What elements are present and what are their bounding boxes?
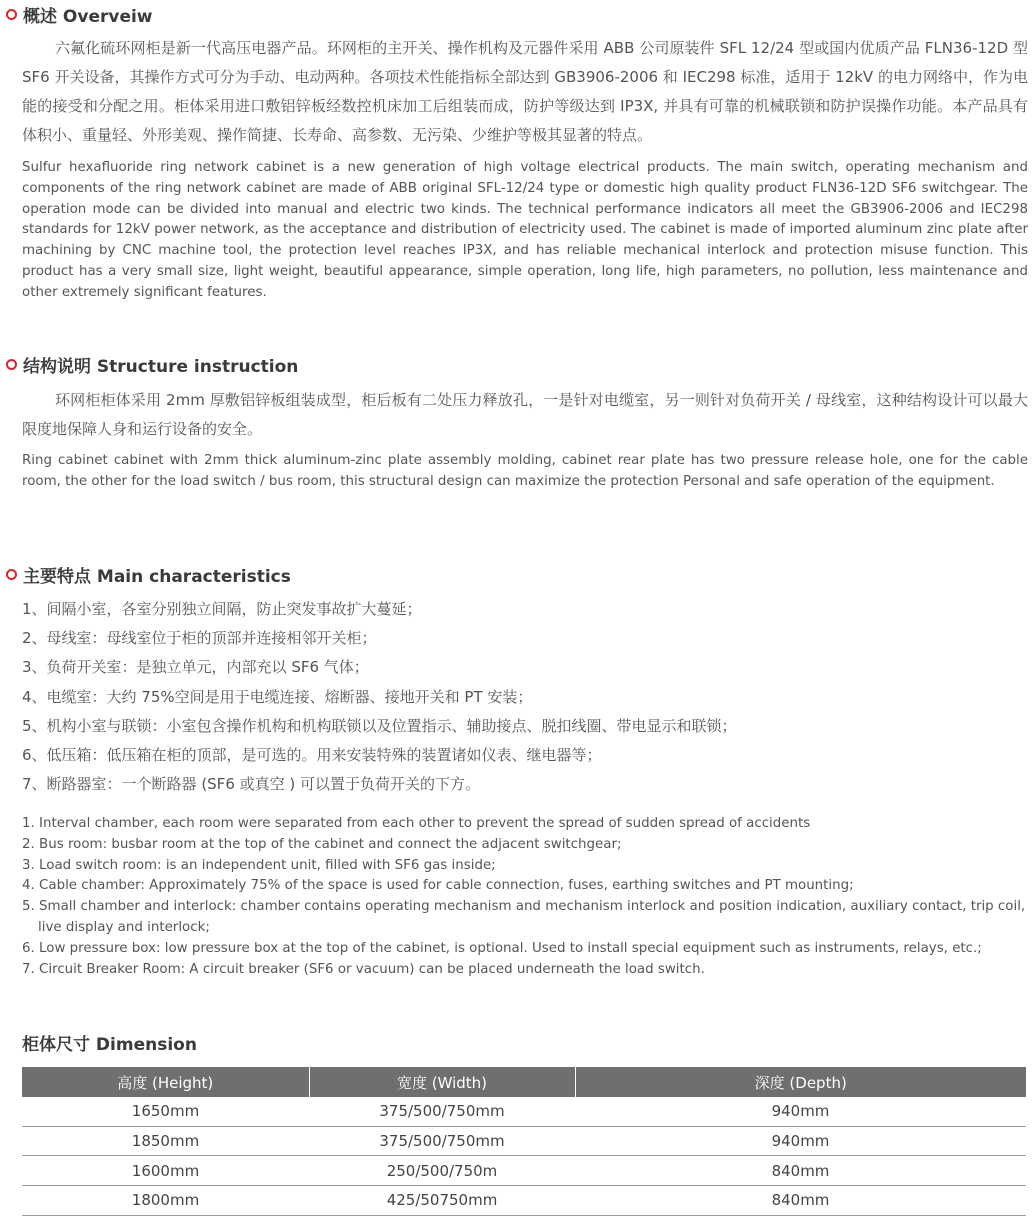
table-row	[22, 1156, 1026, 1186]
list-item: 6、低压箱：低压箱在柜的顶部，是可选的。用来安装特殊的装置诸如仪表、继电器等；	[22, 746, 602, 765]
circle-bullet-icon	[6, 359, 17, 370]
structure-zh-paragraph: 环网柜柜体采用 2mm 厚敷铝锌板组装成型，柜后板有二处压力释放孔，一是针对电缆室，另一则针对负荷开关 / 母线室，这种结构设计可以最大限度地保障人身和运行设备的安全。	[22, 391, 1028, 438]
table-row	[22, 1097, 1026, 1126]
section-title-characteristics	[6, 563, 291, 585]
circle-bullet-icon	[6, 569, 17, 580]
overview-zh-paragraph: 六氟化硫环网柜是新一代高压电器产品。环网柜的主开关、操作机构及元器件采用 ABB 公司原装件 SFL 12/24 型或国内优质产品 FLN36-12D 型 SF6 开关设备，其操作方式可分为手动、电动两种。各项技术性能指标全部达到 GB3906-2006 和 IEC298 标准，适用于 12kV 的电力网络中，作为电能的接受和分配之用。柜体采用进口敷铝锌板经数控机床加工后组装而成，防护等级达到 IP3X, 并具有可靠的机械联锁和防护误操作功能。本产品具有体积小、重量轻、外形美观、操作简捷、长寿命、高参数、无污染、少维护等极其显著的特点。	[22, 39, 1028, 144]
header-depth: 深度 (Depth)	[575, 1067, 1026, 1097]
list-item: 5、机构小室与联锁：小室包含操作机构和机构联锁以及位置指示、辅助接点、脱扣线圈、带电显示和联锁；	[22, 716, 737, 735]
overview-en-paragraph: Sulfur hexafluoride ring network cabinet is a new generation of high voltage electrical products. The main switch, operating mechanism and components of the ring network cabinet are made of ABB original SFL-12/24 type or domestic high quality product FLN36-12D SF6 switchgear. The operation mode can be divided into manual and electric two kinds. The technical performance indicators all meet the GB3906-2006 and IEC298 standards for 12kV power network, as the acceptance and distribution of electricity used. The cabinet is made of imported aluminum zinc plate after machining by CNC machine tool, the protection level reaches IP3X, and has reliable mechanical interlock and protection misuse function. This product has a very small size, light weight, beautiful appearance, simple operation, long life, high parameters, no pollution, less maintenance and other extremely significant features.	[22, 160, 1028, 300]
list-item: 3、负荷开关室：是独立单元，内部充以 SF6 气体；	[22, 658, 369, 677]
cell-depth: 840mm	[575, 1156, 1026, 1186]
cell-depth: 840mm	[575, 1186, 1026, 1216]
cell-width: 425/50750mm	[309, 1186, 575, 1216]
dimension-table	[22, 1067, 1026, 1216]
header-width: 宽度 (Width)	[309, 1067, 575, 1097]
table-header-row	[22, 1067, 1026, 1097]
list-item: 4、电缆室：大约 75%空间是用于电缆连接、熔断器、接地开关和 PT 安装；	[22, 687, 533, 706]
characteristics-en-list	[22, 814, 1028, 980]
section-title-text: 结构说明 Structure instruction	[23, 356, 299, 377]
list-item: 6. Low pressure box: low pressure box at the top of the cabinet, is optional. Used to install special equipment such as instruments, relays, etc.;	[22, 940, 982, 956]
cell-width: 250/500/750m	[309, 1156, 575, 1186]
circle-bullet-icon	[6, 9, 17, 20]
cell-height: 1600mm	[22, 1156, 309, 1186]
section-title-overview	[6, 3, 153, 25]
characteristics-zh-list	[22, 595, 1028, 799]
section-title-text: 概述 Overveiw	[23, 6, 153, 27]
cell-height: 1850mm	[22, 1126, 309, 1156]
dimension-title: 柜体尺寸 Dimension	[22, 1035, 197, 1055]
list-item: 5. Small chamber and interlock: chamber contains operating mechanism and mechanism interlock and position indication, auxiliary contact, trip coil, live display and interlock;	[22, 899, 1026, 935]
cell-depth: 940mm	[575, 1097, 1026, 1126]
table-row	[22, 1126, 1026, 1156]
list-item: 2、母线室：母线室位于柜的顶部并连接相邻开关柜；	[22, 629, 377, 648]
cell-width: 375/500/750mm	[309, 1097, 575, 1126]
cell-height: 1650mm	[22, 1097, 309, 1126]
list-item: 1、间隔小室，各室分别独立间隔，防止突发事故扩大蔓延；	[22, 600, 422, 618]
list-item: 7. Circuit Breaker Room: A circuit breaker (SF6 or vacuum) can be placed underneath the load switch.	[22, 961, 705, 977]
list-item: 7、断路器室：一个断路器 (SF6 或真空 ) 可以置于负荷开关的下方。	[22, 775, 481, 794]
cell-width: 375/500/750mm	[309, 1126, 575, 1156]
list-item: 4. Cable chamber: Approximately 75% of the space is used for cable connection, fuses, earthing switches and PT mounting;	[22, 878, 854, 894]
section-title-structure	[6, 353, 298, 375]
structure-en-paragraph: Ring cabinet cabinet with 2mm thick aluminum-zinc plate assembly molding, cabinet rear plate has two pressure release hole, one for the cable room, the other for the load switch / bus room, this structural design can maximize the protection Personal and safe operation of the equipment.	[22, 453, 1028, 489]
table-row	[22, 1186, 1026, 1216]
list-item: 2. Bus room: busbar room at the top of the cabinet and connect the adjacent switchgear;	[22, 836, 622, 852]
list-item: 3. Load switch room: is an independent unit, filled with SF6 gas inside;	[22, 857, 496, 873]
section-title-text: 主要特点 Main characteristics	[23, 566, 291, 587]
header-height: 高度 (Height)	[22, 1067, 309, 1097]
list-item: 1. Interval chamber, each room were separated from each other to prevent the spread of sudden spread of accidents	[22, 816, 811, 831]
cell-height: 1800mm	[22, 1186, 309, 1216]
cell-depth: 940mm	[575, 1126, 1026, 1156]
